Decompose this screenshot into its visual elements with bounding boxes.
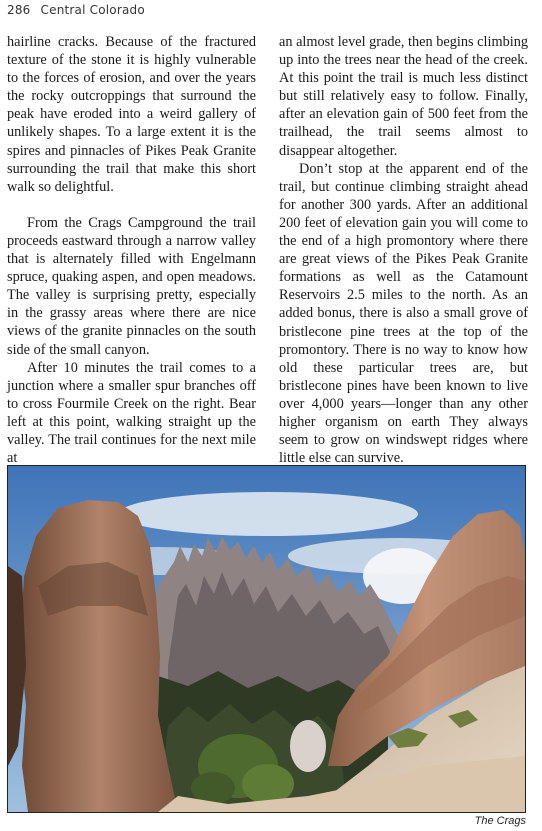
figure-caption: The Crags: [474, 815, 526, 827]
paragraph: Don’t stop at the apparent end of the trail, but continue climbing straight ahead for another 300 yards. After an additional 200 feet of elevation gain you will come to the end of a high promontory where there are great views of the Pikes Peak Granite formations as well as the Catamount Reservoirs 2.5 miles to the north. As an added bonus, there is also a small grove of bristlecone pine trees at the top of the promontory. There is no way to know how old these particular trees are, but bristlecone pines have been known to live over 4,000 years—longer than any other higher organism on earth They always seem to grow on windswept ridges where little else can survive.: [279, 160, 528, 467]
paragraph: hairline cracks. Because of the fractured texture of the stone it is highly vulnerable to the forces of erosion, and over the years the rocky outcroppings that surround the peak have eroded into a weird gallery of unlikely shapes. To a large extent it is the spires and pinnacles of Pikes Peak Granite surrounding the trail that make this short walk so delightful.: [7, 34, 256, 195]
paragraph: an almost level grade, then begins climbing up into the trees near the head of the creek. At this point the trail is much less distinct but still relatively easy to follow. Finally, after an elevation gain of 500 feet from the trailhead, the trail seems almost to disappear altogether.: [279, 34, 528, 159]
left-column: [7, 33, 256, 467]
running-header: [7, 3, 145, 17]
paragraph: After 10 minutes the trail comes to a junction where a smaller spur branches off to cross Fourmile Creek on the right. Bear left at this point, walking straight up the valley. The trail continues for the next mile at: [7, 359, 256, 467]
photo-the-crags: [7, 465, 526, 813]
paragraph: From the Crags Campground the trail proceeds eastward through a narrow valley that is alternately filled with Engelmann spruce, quaking aspen, and open meadows. The valley is surprising pretty, especially in the grassy areas where there are nice views of the granite pinnacles on the south side of the small canyon.: [7, 214, 256, 358]
right-column: [279, 33, 528, 467]
page-number: 286: [7, 3, 31, 17]
section-title: Central Colorado: [40, 3, 145, 17]
